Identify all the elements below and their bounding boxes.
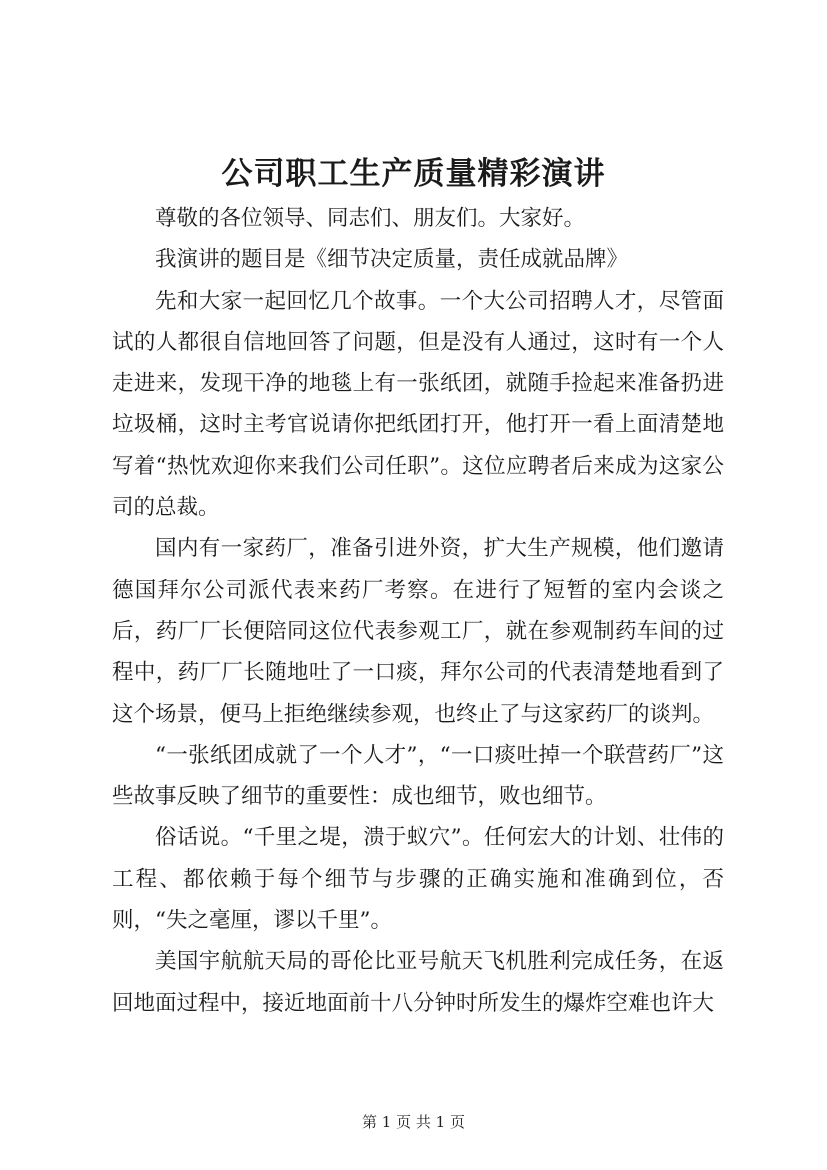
- document-body: [112, 198, 724, 1024]
- page-footer: 第 1 页 共 1 页: [362, 1113, 465, 1131]
- paragraph-summary: “一张纸团成就了一个人才”，“一口痰吐掉一个联营药厂”这些故事反映了细节的重要性：成也细节，败也细节。: [112, 742, 724, 810]
- paragraph-greeting: 尊敬的各位领导、同志们、朋友们。大家好。: [155, 206, 586, 231]
- document-title: 公司职工生产质量精彩演讲: [221, 156, 606, 192]
- paragraph-columbia: 美国宇航航天局的哥伦比亚号航天飞机胜利完成任务，在返回地面过程中，接近地面前十八分钟时所发生的爆炸空难也许大: [112, 949, 724, 1016]
- paragraph-proverb: 俗话说。“千里之堤，溃于蚁穴”。任何宏大的计划、壮伟的工程、都依赖于每个细节与步骤的正确实施和准确到位，否则，“失之毫厘，谬以千里”。: [112, 825, 724, 934]
- paragraph-story-paper: 先和大家一起回忆几个故事。一个大公司招聘人才，尽管面试的人都很自信地回答了问题，但是没有人通过，这时有一个人走进来，发现干净的地毯上有一张纸团，就随手捡起来准备扔进垃圾桶，这时主考官说请你把纸团打开，他打开一看上面清楚地写着“热忱欢迎你来我们公司任职”。这位应聘者后来成为这家公司的总裁。: [112, 288, 724, 521]
- paragraph-story-pharma: 国内有一家药厂，准备引进外资，扩大生产规模，他们邀请德国拜尔公司派代表来药厂考察。在进行了短暂的室内会谈之后，药厂厂长便陪同这位代表参观工厂，就在参观制药车间的过程中，药厂厂长随地吐了一口痰，拜尔公司的代表清楚地看到了这个场景，便马上拒绝继续参观，也终止了与这家药厂的谈判。: [112, 536, 724, 727]
- paragraph-topic: 我演讲的题目是《细节决定质量，责任成就品牌》: [155, 247, 629, 273]
